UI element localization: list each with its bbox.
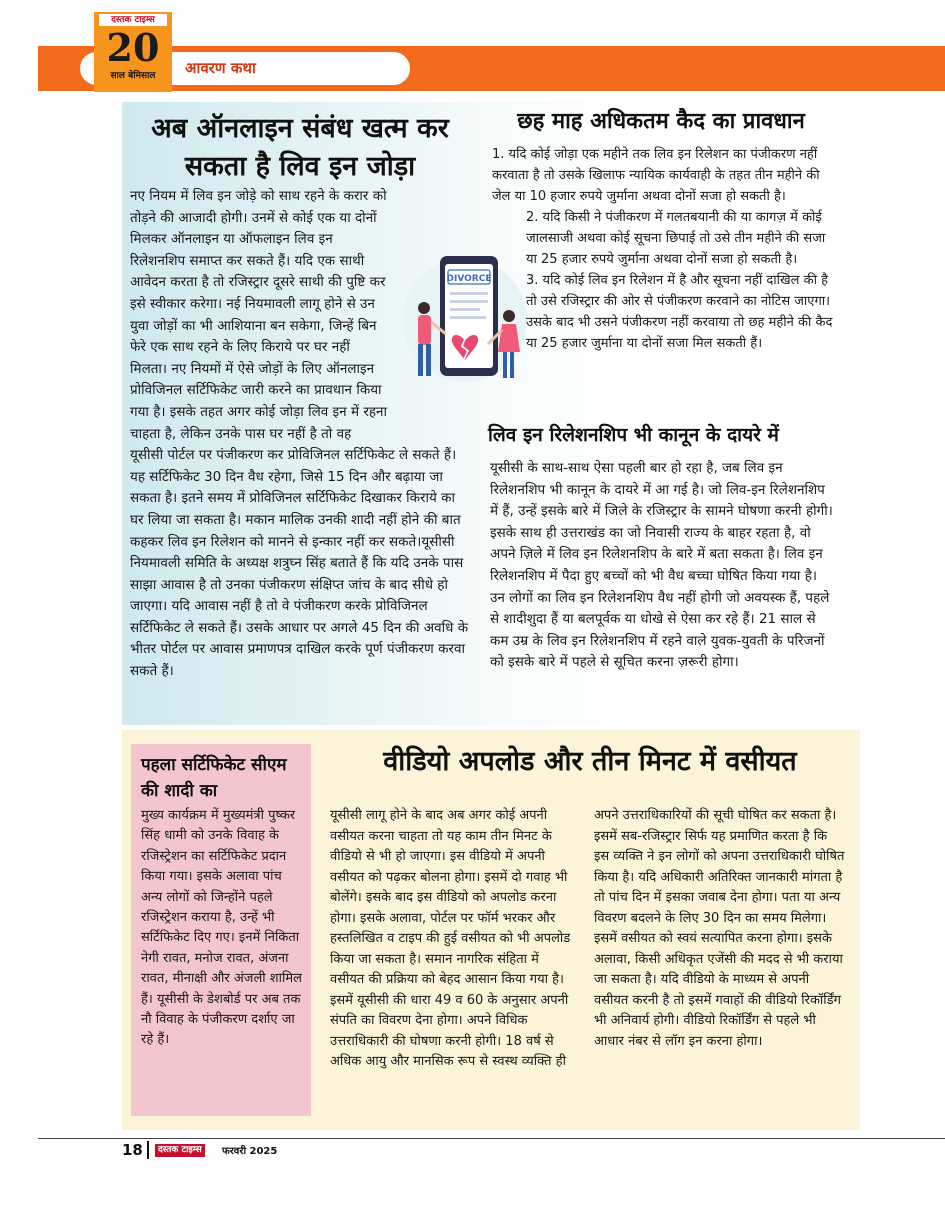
logo-number: 20 xyxy=(106,25,160,70)
footer-divider xyxy=(147,1141,149,1159)
will-article-column-2: अपने उत्तराधिकारियों की सूची घोषित कर सकता है। इसमें सब-रजिस्ट्रार सिर्फ यह प्रमाणित करता है कि इस व्यक्ति ने इन लोगों को अपना उत्तराधिकारी घोषित किया है। यदि अधिकारी अतिरिक्त जानकारी मांगता है तो पांच दिन में इसका जवाब देना होगा। पता या अन्य विवरण बदलने के लिए 30 दिन का समय मिलेगा। इसमें वसीयत को स्वयं सत्यापित करना होगा। इसके अलावा, किसी अधिकृत एजेंसी की मदद से भी कराया जा सकता है। यदि वीडियो के माध्यम से अपनी वसीयत करनी है तो इसमें गवाहों की वीडियो रिकॉर्डिंग भी अनिवार्य होगी। वीडियो रिकॉर्डिंग से पहले भी आधार नंबर से लॉग इन करना होगा। xyxy=(594,808,845,1049)
will-article-title: वीडियो अपलोड और तीन मिनट में वसीयत xyxy=(383,746,797,777)
section-label: आवरण कथा xyxy=(185,59,256,77)
main-article-title: अब ऑनलाइन संबंध खत्म कर सकता है लिव इन जोड़ा xyxy=(151,113,449,182)
sidebar-title: पहला सर्टिफिकेट सीएम की शादी का xyxy=(141,755,287,801)
penalty-item: 2. यदि किसी ने पंजीकरण में गलतबयानी की या कागज़ में कोई जालसाजी अथवा कोई सूचना छिपाई तो उसे तीन महीने की सजा या 25 हजार रुपये जुर्माना अथवा दोनों सजा हो सकती है। xyxy=(526,210,826,267)
sidebar-body: मुख्य कार्यक्रम में मुख्यमंत्री पुष्कर सिंह धामी को उनके विवाह के रजिस्ट्रेशन का सर्टिफिकेट प्रदान किया गया। इसके अलावा पांच अन्य लोगों को जिन्होंने पहले रजिस्ट्रेशन कराया है, उन्हें भी सर्टिफिकेट दिए गए। इनमें निकिता नेगी रावत, मनोज रावत, अंजना रावत, मीनाक्षी और अंजली शामिल हैं। यूसीसी के डेशबोर्ड पर अब तक नौ विवाह के पंजीकरण दर्शाए जा रहे हैं। xyxy=(141,808,302,1048)
penalty-list xyxy=(492,144,840,354)
logo-subtitle: साल बेमिसाल xyxy=(110,71,156,81)
penalty-item: 1. यदि कोई जोड़ा एक महीने तक लिव इन रिलेशन का पंजीकरण नहीं करवाता है तो उसके खिलाफ न्यायिक कार्यवाही के तहत तीन महीने की जेल या 10 हजार रुपये जुर्माना अथवा दोनों सजा हो सकती है। xyxy=(492,147,820,204)
main-article-text: नए नियम में लिव इन जोड़े को साथ रहने के करार को तोड़ने की आजादी होगी। उनमें से कोई एक या दोनों मिलकर ऑनलाइन या ऑफलाइन लिव इन रिलेशनशिप समाप्त कर सकते हैं। यदि एक साथी आवेदन करता है तो रजिस्ट्रार दूसरे साथी की पुष्टि कर इसे स्वीकार करेगा। नई नियमावली लागू होने से उन युवा जोड़ों का भी आशियाना बन सकेगा, जिन्हें बिन फेरे एक साथ रहने के लिए किराये पर घर नहीं मिलता। नए नियमों में ऐसे जोड़ों के लिए ऑनलाइन प्रोविजिनल सर्टिफिकेट जारी करने का प्रावधान किया गया है। इसके तहत अगर कोई जोड़ा लिव इन में रहना चाहता है, लेकिन उनके पास घर नहीं है तो वह यूसीसी पोर्टल पर पंजीकरण कर प्रोविजिनल सर्टिफिकेट ले सकते हैं। यह सर्टिफिकेट 30 दिन वैध रहेगा, जिसे 15 दिन और बढ़ाया जा सकता है। इतने समय में प्रोविजिनल सर्टिफिकेट दिखाकर किराये का घर लिया जा सकता है। मकान मालिक उनकी शादी नहीं होने की बात कहकर लिव इन रिलेशन को मानने से इन्कार नहीं कर सकते।यूसीसी नियमावली समिति के अध्यक्ष शत्रुघ्न सिंह बताते हैं कि यदि उनके पास साझा आवास है तो उनका पंजीकरण संक्षिप्त जांच के बाद सीधे हो जाएगा। यदि आवास नहीं है तो वे पंजीकरण करके प्रोविजिनल सर्टिफिकेट ले सकते हैं। उसके आधार पर अगले 45 दिन की अवधि के भीतर पोर्टल पर आवास प्रमाणपत्र दाखिल करके पूर्ण पंजीकरण करवा सकते हैं। xyxy=(130,188,469,680)
law-section-body: यूसीसी के साथ-साथ ऐसा पहली बार हो रहा है, जब लिव इन रिलेशनशिप भी कानून के दायरे में आ गई है। जो लिव-इन रिलेशनशिप में हैं, उन्हें इसके बारे में जिले के रजिस्ट्रार के सामने घोषणा करनी होगी। इसके साथ ही उत्तराखंड का जो निवासी राज्य के बाहर रहता है, वो अपने ज़िले में लिव इन रिलेशनशिप के बारे में बता सकता है। लिव इन रिलेशनशिप में पैदा हुए बच्चों को भी वैध बच्चा घोषित किया गया है। उन लोगों का लिव इन रिलेशनशिप वैध नहीं होगी जो अवयस्क हैं, पहले से शादीशुदा हैं या बलपूर्वक या धोखे से ऐसा कर रहे हैं। 21 साल से कम उम्र के लिव इन रिलेशनशिप में रहने वाले युवक-युवती के परिजनों को इसके बारे में पहले से सूचित करना ज़रूरी होगा। xyxy=(490,460,833,671)
footer-rule xyxy=(38,1138,945,1139)
will-article-column-1: यूसीसी लागू होने के बाद अब अगर कोई अपनी वसीयत करना चाहता तो यह काम तीन मिनट के वीडियो से भी हो जाएगा। इस वीडियो में अपनी वसीयत को पढ़कर बोलना होगा। इसमें दो गवाह भी बोलेंगे। इसके बाद इस वीडियो को अपलोड करना होगा। इसके अलावा, पोर्टल पर फॉर्म भरकर और हस्तलिखित व टाइप की हुई वसीयत को भी अपलोड किया जा सकता है। समान नागरिक संहिता में वसीयत की प्रक्रिया को बेहद आसान किया गया है। इसमें यूसीसी की धारा 49 व 60 के अनुसार अपनी संपति का विवरण देना होगा। अपने विधिक उत्तराधिकारी की घोषणा करनी होगी। 18 वर्ष से अधिक आयु और मानसिक रूप से स्वस्थ व्यक्ति ही xyxy=(330,808,571,1069)
sidebar-box xyxy=(131,744,311,1116)
logo-brand: दस्तक टाइम्स xyxy=(99,14,167,26)
penalty-box-title: छह माह अधिकतम कैद का प्रावधान xyxy=(517,109,805,134)
footer-date: फरवरी 2025 xyxy=(222,1146,278,1157)
magazine-logo xyxy=(94,12,172,92)
penalty-item: 3. यदि कोई लिव इन रिलेशन में है और सूचना नहीं दाखिल की है तो उसे रजिस्ट्रार की ओर से पंजीकरण करवाने का नोटिस जाएगा। उसके बाद भी उसने पंजीकरण नहीं करवाया तो छह महीने की कैद या 25 हजार जुर्माना या दोनों सजा मिल सकती हैं। xyxy=(526,273,833,351)
law-section-title: लिव इन रिलेशनशिप भी कानून के दायरे में xyxy=(488,424,779,446)
footer-brand: दस्तक टाइम्स xyxy=(155,1144,205,1157)
divorce-sign-text: DIVORCE xyxy=(446,274,492,284)
page-number: 18 xyxy=(122,1141,143,1159)
